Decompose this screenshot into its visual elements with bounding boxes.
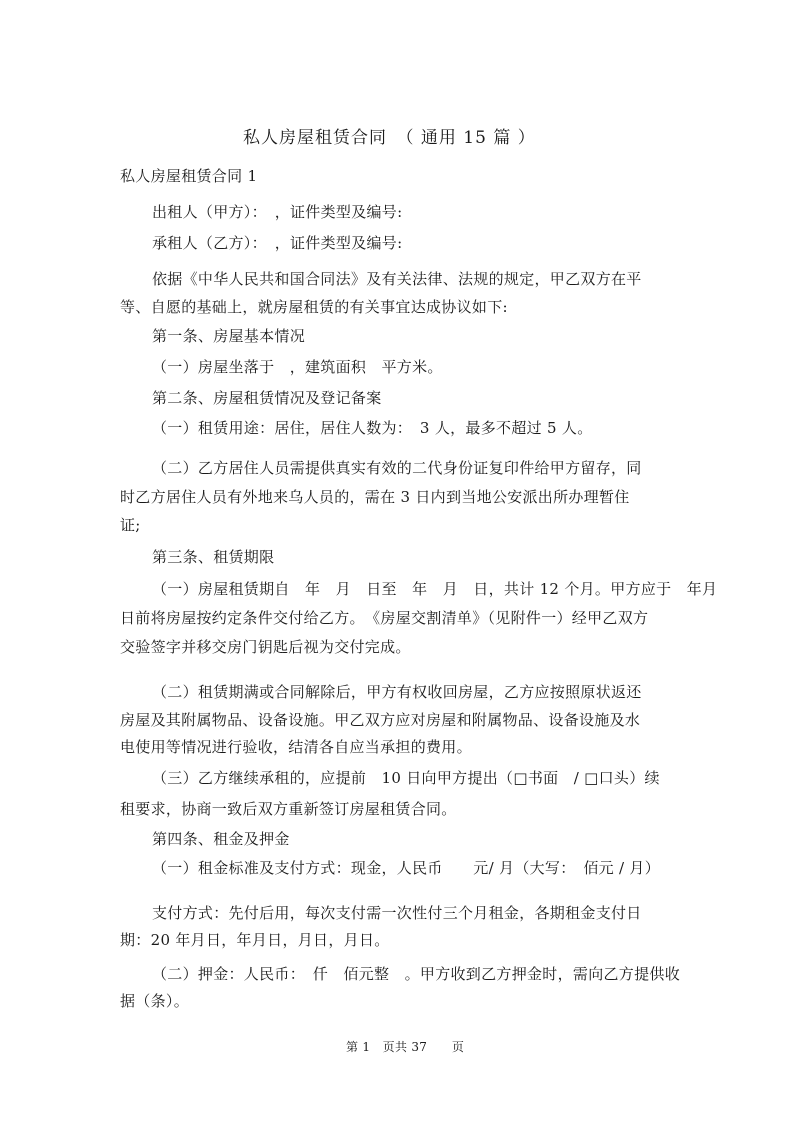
clause-line: 证;: [120, 516, 141, 534]
clause-line: （三）乙方继续承租的，应提前 10 日向甲方提出（□书面 / □口头）续: [152, 769, 660, 787]
clause-line: （二）押金：人民币： 仟 佰元整 。甲方收到乙方押金时，需向乙方提供收: [152, 965, 681, 983]
clause-line: （二）乙方居住人员需提供真实有效的二代身份证复印件给甲方留存，同: [152, 459, 642, 477]
clause-line: 日前将房屋按约定条件交付给乙方。 《房屋交割清单》（见附件一）经甲乙双方: [120, 609, 649, 627]
paragraph-line: 等、自愿的基础上，就房屋租赁的有关事宜达成协议如下:: [120, 298, 508, 316]
page-footer: 第 1 页共 37 页: [346, 1040, 465, 1054]
clause-line: （一）租赁用途：居住，居住人数为： 3 人，最多不超过 5 人。: [152, 419, 593, 437]
clause-line: （一）房屋租赁期自 年 月 日至 年 月 日，共计 12 个月。甲方应于 年月: [152, 580, 718, 598]
clause-line: 据（条）。: [120, 992, 190, 1010]
clause-line: （二）租赁期满或合同解除后，甲方有权收回房屋，乙方应按照原状返还: [152, 683, 642, 701]
document-title: 私人房屋租赁合同 （ 通用 15 篇 ）: [243, 128, 536, 148]
section-heading: 第四条、租金及押金: [152, 830, 290, 848]
clause-line: （一）房屋坐落于 ，建筑面积 平方米。: [152, 358, 443, 376]
clause-line: 租要求，协商一致后双方重新签订房屋租赁合同。: [120, 800, 457, 818]
clause-line: （一）租金标准及支付方式：现金，人民币 元/ 月（大写： 佰元 / 月）: [152, 859, 661, 877]
clause-line: 交验签字并移交房门钥匙后视为交付完成。: [120, 638, 411, 656]
document-subtitle: 私人房屋租赁合同 1: [120, 167, 258, 185]
clause-line: 房屋及其附属物品、设备设施。甲乙双方应对房屋和附属物品、设备设施及水: [120, 711, 641, 729]
section-heading: 第一条、房屋基本情况: [152, 327, 306, 345]
lessee-line: 承租人（乙方）： ，证件类型及编号:: [152, 234, 403, 252]
clause-line: 支付方式：先付后用，每次支付需一次性付三个月租金，各期租金支付日: [152, 904, 642, 922]
paragraph-line: 依据《中华人民共和国合同法》及有关法律、法规的规定，甲乙双方在平: [152, 270, 642, 288]
clause-line: 电使用等情况进行验收，结清各自应当承担的费用。: [120, 738, 472, 756]
section-heading: 第三条、租赁期限: [152, 548, 275, 566]
clause-line: 期：20 年月日，年月日，月日，月日。: [120, 931, 390, 949]
lessor-line: 出租人（甲方）： ，证件类型及编号:: [152, 203, 403, 221]
section-heading: 第二条、房屋租赁情况及登记备案: [152, 389, 382, 407]
clause-line: 时乙方居住人员有外地来乌人员的，需在 3 日内到当地公安派出所办理暂住: [120, 488, 630, 506]
